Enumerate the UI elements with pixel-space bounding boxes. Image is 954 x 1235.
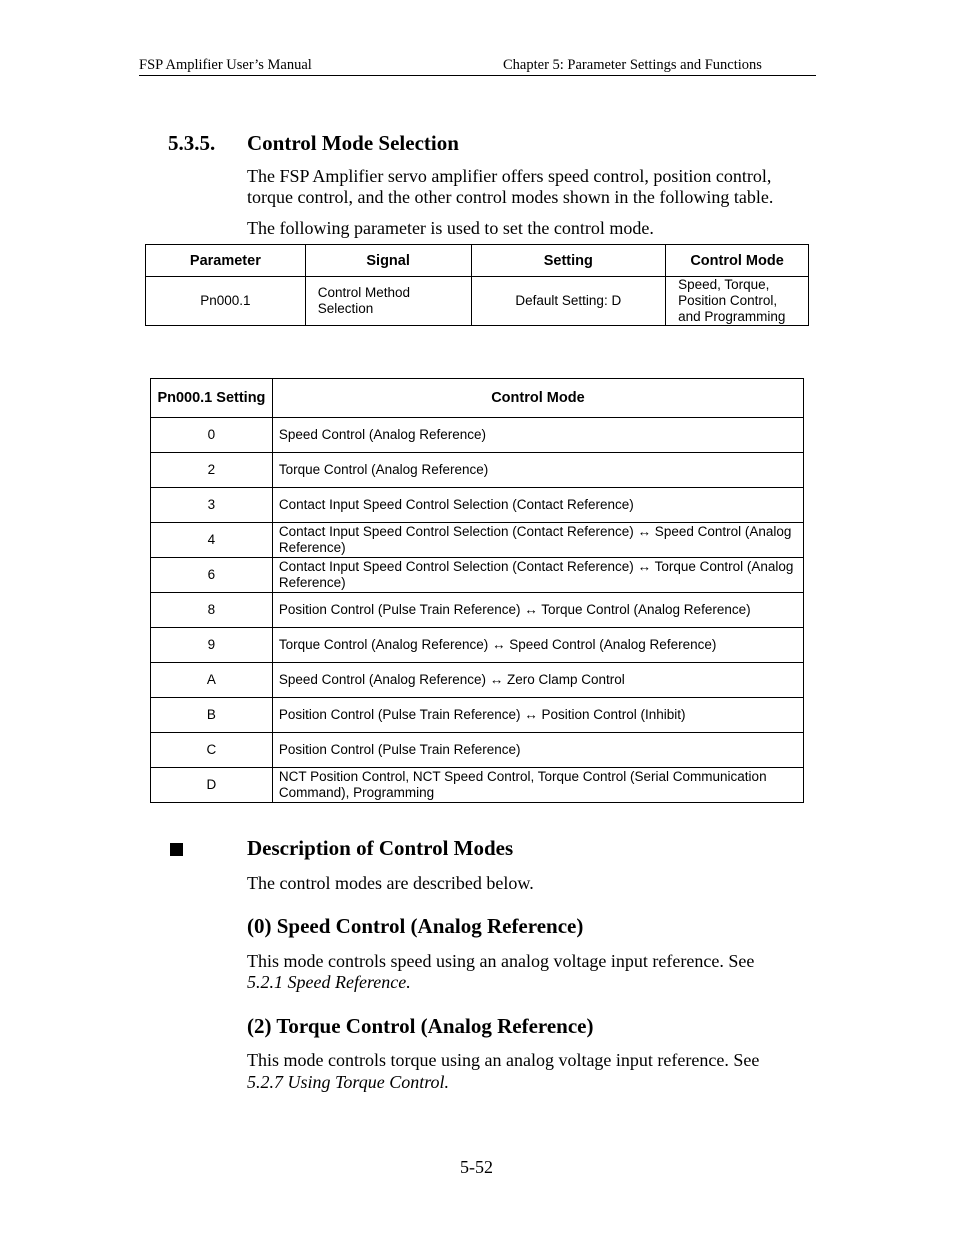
table-row — [151, 593, 804, 628]
table-row — [151, 523, 804, 558]
table-row — [151, 453, 804, 488]
speed-control-heading: (0) Speed Control (Analog Reference) — [247, 914, 584, 938]
mode-setting-cell: 8 — [151, 593, 273, 628]
param-cell-control-mode — [666, 277, 809, 326]
param-cell-setting: Default Setting: D — [471, 277, 666, 326]
table-row — [151, 733, 804, 768]
mode-setting-cell: C — [151, 733, 273, 768]
mode-setting-cell: 6 — [151, 558, 273, 593]
section-number: 5.3.5. — [168, 131, 216, 155]
mode-description-cell: Contact Input Speed Control Selection (Contact Reference) ↔ Speed Control (Analog Reference) — [272, 523, 803, 558]
torque-control-text: This mode controls torque using an analog voltage input reference. See — [247, 1050, 760, 1070]
mode-description-cell: Contact Input Speed Control Selection (Contact Reference) — [272, 488, 803, 523]
table-row — [151, 558, 804, 593]
parameter-table-header-row — [146, 245, 809, 277]
param-mode-line-2: Position Control, — [678, 293, 778, 308]
table-row — [151, 698, 804, 733]
speed-control-reference: 5.2.1 Speed Reference. — [247, 972, 411, 992]
intro-line-1: The FSP Amplifier servo amplifier offers speed control, position control, — [247, 166, 772, 186]
parameter-table — [145, 244, 809, 326]
description-intro: The control modes are described below. — [247, 873, 534, 893]
mode-setting-cell: A — [151, 663, 273, 698]
mode-description-cell: Speed Control (Analog Reference) ↔ Zero Clamp Control — [272, 663, 803, 698]
mode-setting-cell: D — [151, 768, 273, 803]
param-cell-signal — [305, 277, 471, 326]
mode-description-cell: Torque Control (Analog Reference) — [272, 453, 803, 488]
table-row — [151, 488, 804, 523]
table-row — [151, 663, 804, 698]
param-header-setting: Setting — [471, 245, 666, 277]
intro-line-2: torque control, and the other control modes shown in the following table. — [247, 187, 774, 207]
mode-header-control-mode: Control Mode — [272, 379, 803, 418]
parameter-table-row — [146, 277, 809, 326]
section-title: Control Mode Selection — [247, 131, 459, 155]
mode-description-cell: Torque Control (Analog Reference) ↔ Speed Control (Analog Reference) — [272, 628, 803, 663]
header-manual-title: FSP Amplifier User’s Manual — [139, 57, 312, 73]
param-header-signal: Signal — [305, 245, 471, 277]
mode-description-cell: Position Control (Pulse Train Reference) — [272, 733, 803, 768]
mode-setting-cell: 2 — [151, 453, 273, 488]
torque-control-reference: 5.2.7 Using Torque Control. — [247, 1072, 450, 1092]
table-row — [151, 418, 804, 453]
mode-description-cell: Position Control (Pulse Train Reference) ↔ Torque Control (Analog Reference) — [272, 593, 803, 628]
mode-header-setting: Pn000.1 Setting — [151, 379, 273, 418]
header-chapter-title: Chapter 5: Parameter Settings and Functions — [503, 57, 762, 73]
param-signal-line-1: Control Method — [317, 285, 411, 300]
param-cell-parameter: Pn000.1 — [146, 277, 306, 326]
mode-setting-cell: 9 — [151, 628, 273, 663]
mode-table-header-row — [151, 379, 804, 418]
param-header-parameter: Parameter — [146, 245, 306, 277]
speed-control-text: This mode controls speed using an analog voltage input reference. See — [247, 951, 755, 971]
param-intro: The following parameter is used to set the control mode. — [247, 218, 654, 238]
mode-setting-cell: B — [151, 698, 273, 733]
mode-description-cell: Speed Control (Analog Reference) — [272, 418, 803, 453]
param-mode-line-3: and Programming — [678, 309, 786, 324]
mode-setting-cell: 4 — [151, 523, 273, 558]
param-header-control-mode: Control Mode — [666, 245, 809, 277]
description-title: Description of Control Modes — [247, 836, 514, 860]
mode-description-cell: Contact Input Speed Control Selection (Contact Reference) ↔ Torque Control (Analog Reference) — [272, 558, 803, 593]
table-row — [151, 768, 804, 803]
torque-control-heading: (2) Torque Control (Analog Reference) — [247, 1014, 594, 1038]
mode-description-cell: NCT Position Control, NCT Speed Control, Torque Control (Serial Communication Command), Programming — [272, 768, 803, 803]
mode-description-cell: Position Control (Pulse Train Reference) ↔ Position Control (Inhibit) — [272, 698, 803, 733]
param-signal-line-2: Selection — [317, 301, 374, 316]
square-bullet-icon — [170, 843, 183, 856]
mode-setting-cell: 0 — [151, 418, 273, 453]
header-rule — [139, 75, 816, 76]
table-row — [151, 628, 804, 663]
page-number: 5-52 — [460, 1157, 493, 1177]
mode-setting-cell: 3 — [151, 488, 273, 523]
control-mode-table — [150, 378, 804, 803]
param-mode-line-1: Speed, Torque, — [678, 277, 770, 292]
